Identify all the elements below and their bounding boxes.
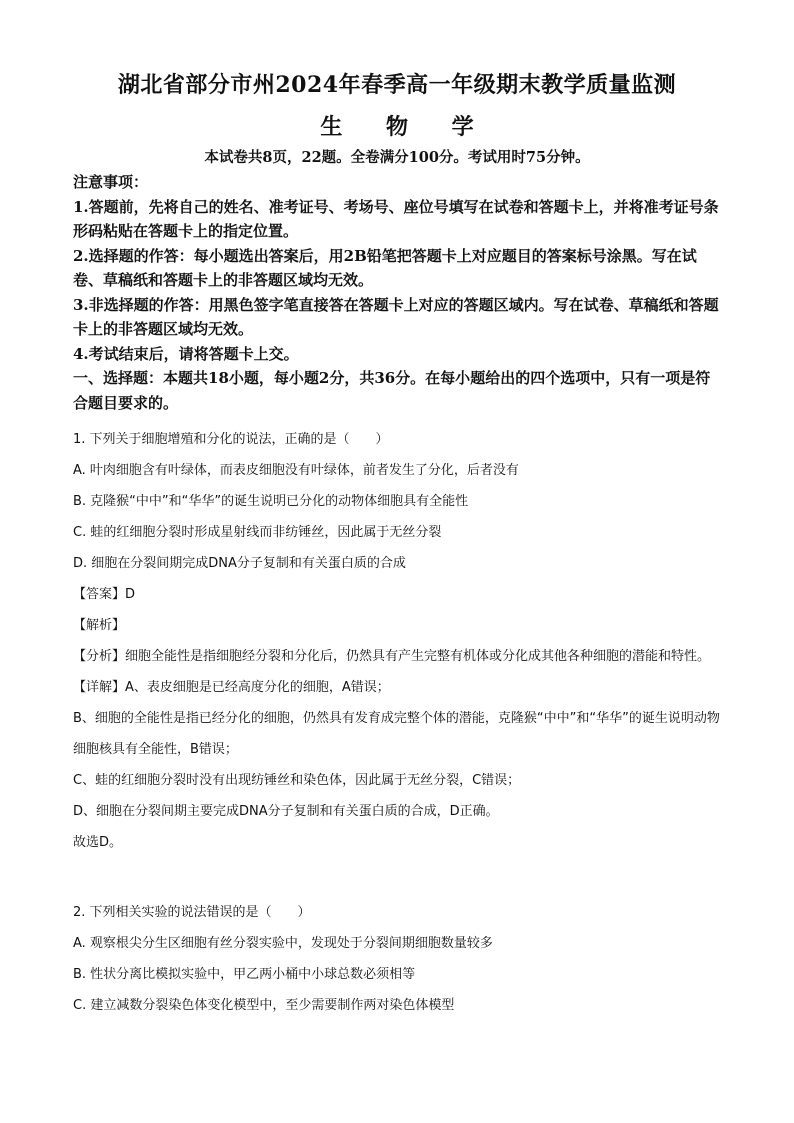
analysis-text: 【分析】细胞全能性是指细胞经分裂和分化后，仍然具有产生完整有机体或分化成其他各种细胞的潜能和特性。 (73, 649, 711, 664)
note-item: 4.考试结束后，请将答题卡上交。 (73, 344, 299, 363)
note-item: 1.答题前，先将自己的姓名、准考证号、考场号、座位号填写在试卷和答题卡上，并将准考证号条形码粘贴在答题卡上的指定位置。 (73, 197, 719, 240)
question-stem: 1. 下列关于细胞增殖和分化的说法，正确的是（ ） (73, 432, 389, 447)
option-b: B. 性状分离比模拟实验中，甲乙两小桶中小球总数必须相等 (73, 967, 416, 982)
option-b: B. 克隆猴“中中”和“华华”的诞生说明已分化的动物体细胞具有全能性 (73, 494, 469, 509)
notes-section (73, 170, 723, 415)
question-2 (73, 897, 723, 1021)
subject-title: 生 物 学 (320, 114, 492, 140)
option-a: A. 观察根尖分生区细胞有丝分裂实验中，发现处于分裂间期细胞数量较多 (73, 936, 493, 951)
answer-label: 【答案】D (73, 587, 136, 602)
option-c: C. 建立减数分裂染色体变化模型中，至少需要制作两对染色体模型 (73, 998, 455, 1013)
question-1 (73, 424, 723, 858)
detail-line: 【详解】A、表皮细胞是已经高度分化的细胞，A错误； (73, 680, 390, 695)
detail-line: B、细胞的全能性是指已经分化的细胞，仍然具有发育成完整个体的潜能，克隆猴“中中”和“华华”的诞生说明动物细胞核具有全能性，B错误； (73, 711, 720, 757)
exam-title: 湖北省部分市州2024年春季高一年级期末教学质量监测 (117, 72, 677, 98)
detail-line: C、蛙的红细胞分裂时没有出现纺锤丝和染色体，因此属于无丝分裂，C错误； (73, 773, 521, 788)
detail-line: D、细胞在分裂间期主要完成DNA分子复制和有关蛋白质的合成，D正确。 (73, 804, 499, 819)
note-item: 3.非选择题的作答：用黑色签字笔直接答在答题卡上对应的答题区域内。写在试卷、草稿纸和答题卡上的非答题区域均无效。 (73, 295, 719, 338)
option-a: A. 叶肉细胞含有叶绿体，而表皮细胞没有叶绿体，前者发生了分化，后者没有 (73, 463, 519, 478)
section-heading: 一、选择题：本题共18小题，每小题2分，共36分。在每小题给出的四个选项中，只有一项是符合题目要求的。 (73, 369, 711, 412)
notes-heading: 注意事项： (73, 173, 149, 191)
conclusion-line: 故选D。 (73, 835, 123, 850)
question-stem: 2. 下列相关实验的说法错误的是（ ） (73, 905, 311, 920)
option-d: D. 细胞在分裂间期完成DNA分子复制和有关蛋白质的合成 (73, 556, 406, 571)
note-item: 2.选择题的作答：每小题选出答案后，用2B铅笔把答题卡上对应题目的答案标号涂黑。写在试卷、草稿纸和答题卡上的非答题区域均无效。 (73, 246, 697, 289)
option-c: C. 蛙的红细胞分裂时形成星射线而非纺锤丝，因此属于无丝分裂 (73, 525, 442, 540)
exam-info: 本试卷共8页，22题。全卷满分100分。考试用时75分钟。 (204, 149, 590, 166)
analysis-label: 【解析】 (73, 618, 126, 633)
